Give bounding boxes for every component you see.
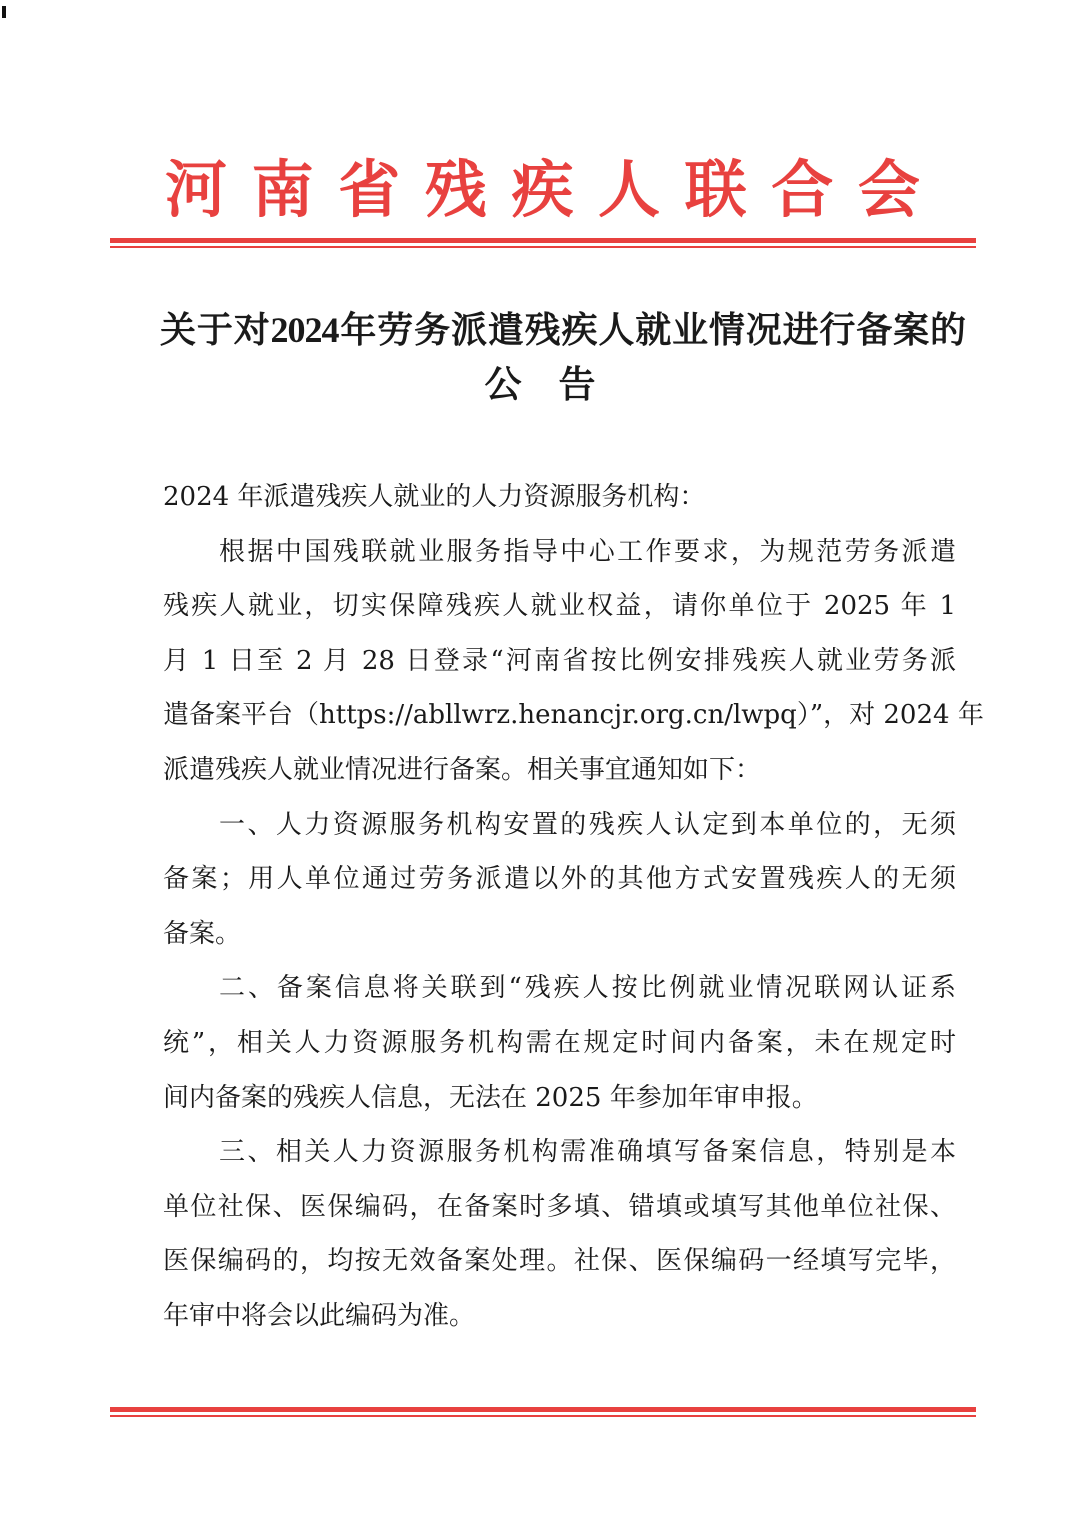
body-line: 根据中国残联就业服务指导中心工作要求，为规范劳务派遣 (219, 536, 956, 567)
body-line: 二、备案信息将关联到“残疾人按比例就业情况联网认证系 (219, 973, 956, 1004)
header-rule-thick (110, 238, 976, 243)
footer-rule-thin (110, 1415, 976, 1417)
org-char: 人 (598, 153, 661, 226)
body-line: 一、人力资源服务机构安置的残疾人认定到本单位的，无须 (219, 809, 956, 840)
body-line: 间内备案的残疾人信息，无法在 2025 年参加年审申报。 (163, 1082, 818, 1113)
body-line: 遣备案平台（https://abllwrz.henancjr.org.cn/lwpq）”，对 2024 年 (163, 700, 984, 731)
body-line: 统”，相关人力资源服务机构需在规定时间内备案，未在规定时 (163, 1027, 956, 1058)
body-line: 单位社保、医保编码，在备案时多填、错填或填写其他单位社保、 (163, 1191, 956, 1222)
org-char: 合 (771, 153, 834, 226)
document-title: 关于对2024年劳务派遣残疾人就业情况进行备案的 (160, 310, 965, 350)
org-char: 联 (684, 153, 747, 226)
footer-rule-thick (110, 1407, 976, 1412)
org-char: 疾 (511, 153, 574, 226)
org-char: 省 (338, 153, 401, 226)
org-char: 河 (165, 153, 228, 226)
header-rule-thin (110, 246, 976, 248)
body-line: 月 1 日至 2 月 28 日登录“河南省按比例安排残疾人就业劳务派 (163, 645, 956, 676)
body-line: 医保编码的，均按无效备案处理。社保、医保编码一经填写完毕， (163, 1246, 956, 1277)
document-subtitle: 公 告 (484, 362, 596, 406)
salutation: 2024 年派遣残疾人就业的人力资源服务机构： (163, 482, 706, 512)
body-line: 备案；用人单位通过劳务派遣以外的其他方式安置残疾人的无须 (163, 864, 956, 895)
body-line: 残疾人就业，切实保障残疾人就业权益，请你单位于 2025 年 1 (163, 591, 956, 622)
org-char: 会 (857, 153, 920, 226)
letterhead-org-name (165, 150, 920, 230)
org-char: 残 (424, 153, 487, 226)
body-line: 年审中将会以此编码为准。 (163, 1300, 476, 1331)
scan-mark (2, 6, 6, 18)
body-line: 派遣残疾人就业情况进行备案。相关事宜通知如下： (163, 754, 762, 785)
body-line: 三、相关人力资源服务机构需准确填写备案信息，特别是本 (219, 1137, 956, 1168)
body-line: 备案。 (163, 918, 242, 949)
org-char: 南 (251, 153, 314, 226)
document-body (163, 470, 984, 1344)
